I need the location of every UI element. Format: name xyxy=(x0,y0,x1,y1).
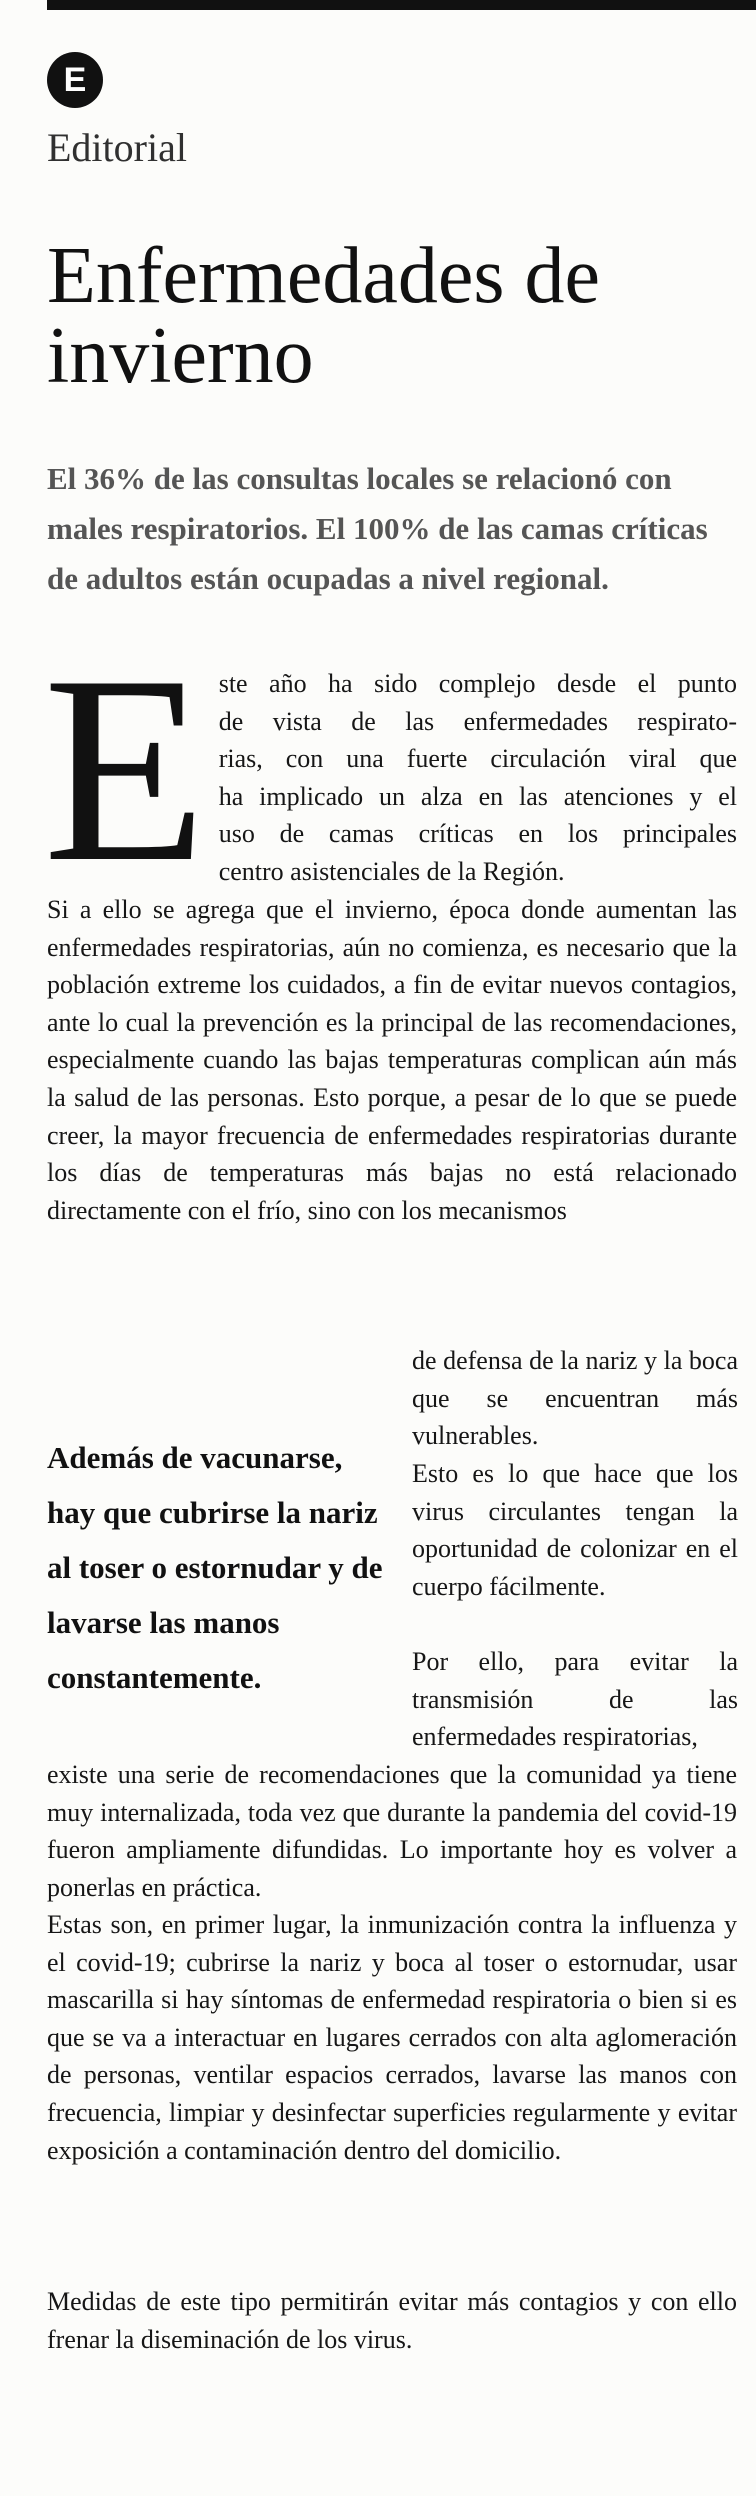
paragraph-1-line: ste año ha sido complejo desde el punto xyxy=(218,669,737,698)
paragraph-1 xyxy=(43,620,737,917)
paragraph-2-continued: de defensa de la nariz y la boca que se encuentran más vulnerables. xyxy=(412,1346,738,1451)
drop-cap: E xyxy=(43,620,207,917)
paragraph-6: Medidas de este tipo permitirán evitar más contagios y con ello frenar la diseminación de los virus. xyxy=(47,2287,737,2354)
paragraph-4-continued: existe una serie de recomendaciones que la comunidad ya tiene muy internalizada, toda vez que durante la pandemia del covid-19 fueron ampliamente difundidas. Lo importante hoy es volver a ponerlas en práctica. xyxy=(47,1760,737,1902)
paragraph-1-line: centro asistenciales de la Región. xyxy=(218,856,565,886)
paragraph-2: Si a ello se agrega que el invierno, época donde aumentan las enfermedades respiratorias, aún no comienza, es necesario que la población extreme los cuidados, a fin de evitar nuevos contagios, ante lo cual la prevención es la principal de las recomendaciones, especialmente cuando las bajas temperaturas complican aún más la salud de las personas. Esto porque, a pesar de lo que se puede creer, la mayor frecuencia de enfermedades respiratorias durante los días de temperaturas más bajas no está relacionado directamente con el frío, sino con los mecanismos xyxy=(47,895,737,1225)
section-label: Editorial xyxy=(47,125,187,170)
paragraph-5: Estas son, en primer lugar, la inmunización contra la influenza y el covid-19; cubrirse la nariz y boca al toser o estornudar, usar mascarilla si hay síntomas de enfermedad respiratoria o bien si es que se va a interactuar en lugares cerrados con alta aglomeración de personas, ventilar espacios cerrados, lavarse las manos con frecuencia, limpiar y desinfectar superficies regularmente y evitar exposición a contaminación dentro del domicilio. xyxy=(47,1910,737,2165)
paragraph-1-line: rias, con una fuerte circulación viral que xyxy=(218,744,737,774)
top-rule xyxy=(47,0,756,10)
paragraph-1-line: uso de camas críticas en los principales xyxy=(218,819,737,849)
deck: El 36% de las consultas locales se relacionó con males respiratorios. El 100% de las camas críticas de adultos están ocupadas a nivel regional. xyxy=(47,461,708,596)
paragraph-4-start: Por ello, para evitar la transmisión de las enfermedades respiratorias, xyxy=(412,1647,738,1752)
editorial-badge-icon: E xyxy=(47,52,103,108)
paragraph-1-line: ha implicado un alza en las atenciones y el xyxy=(218,781,737,811)
paragraph-1-line: de vista de las enfermedades respirato- xyxy=(218,706,737,736)
paragraph-3: Esto es lo que hace que los virus circulantes tengan la oportunidad de colonizar en el cuerpo fácilmente. xyxy=(412,1459,738,1601)
headline: Enfermedades de invierno xyxy=(47,232,601,400)
pull-quote: Además de vacunarse, hay que cubrirse la nariz al toser o estornudar y de lavarse las manos constantemente. xyxy=(47,1440,383,1695)
